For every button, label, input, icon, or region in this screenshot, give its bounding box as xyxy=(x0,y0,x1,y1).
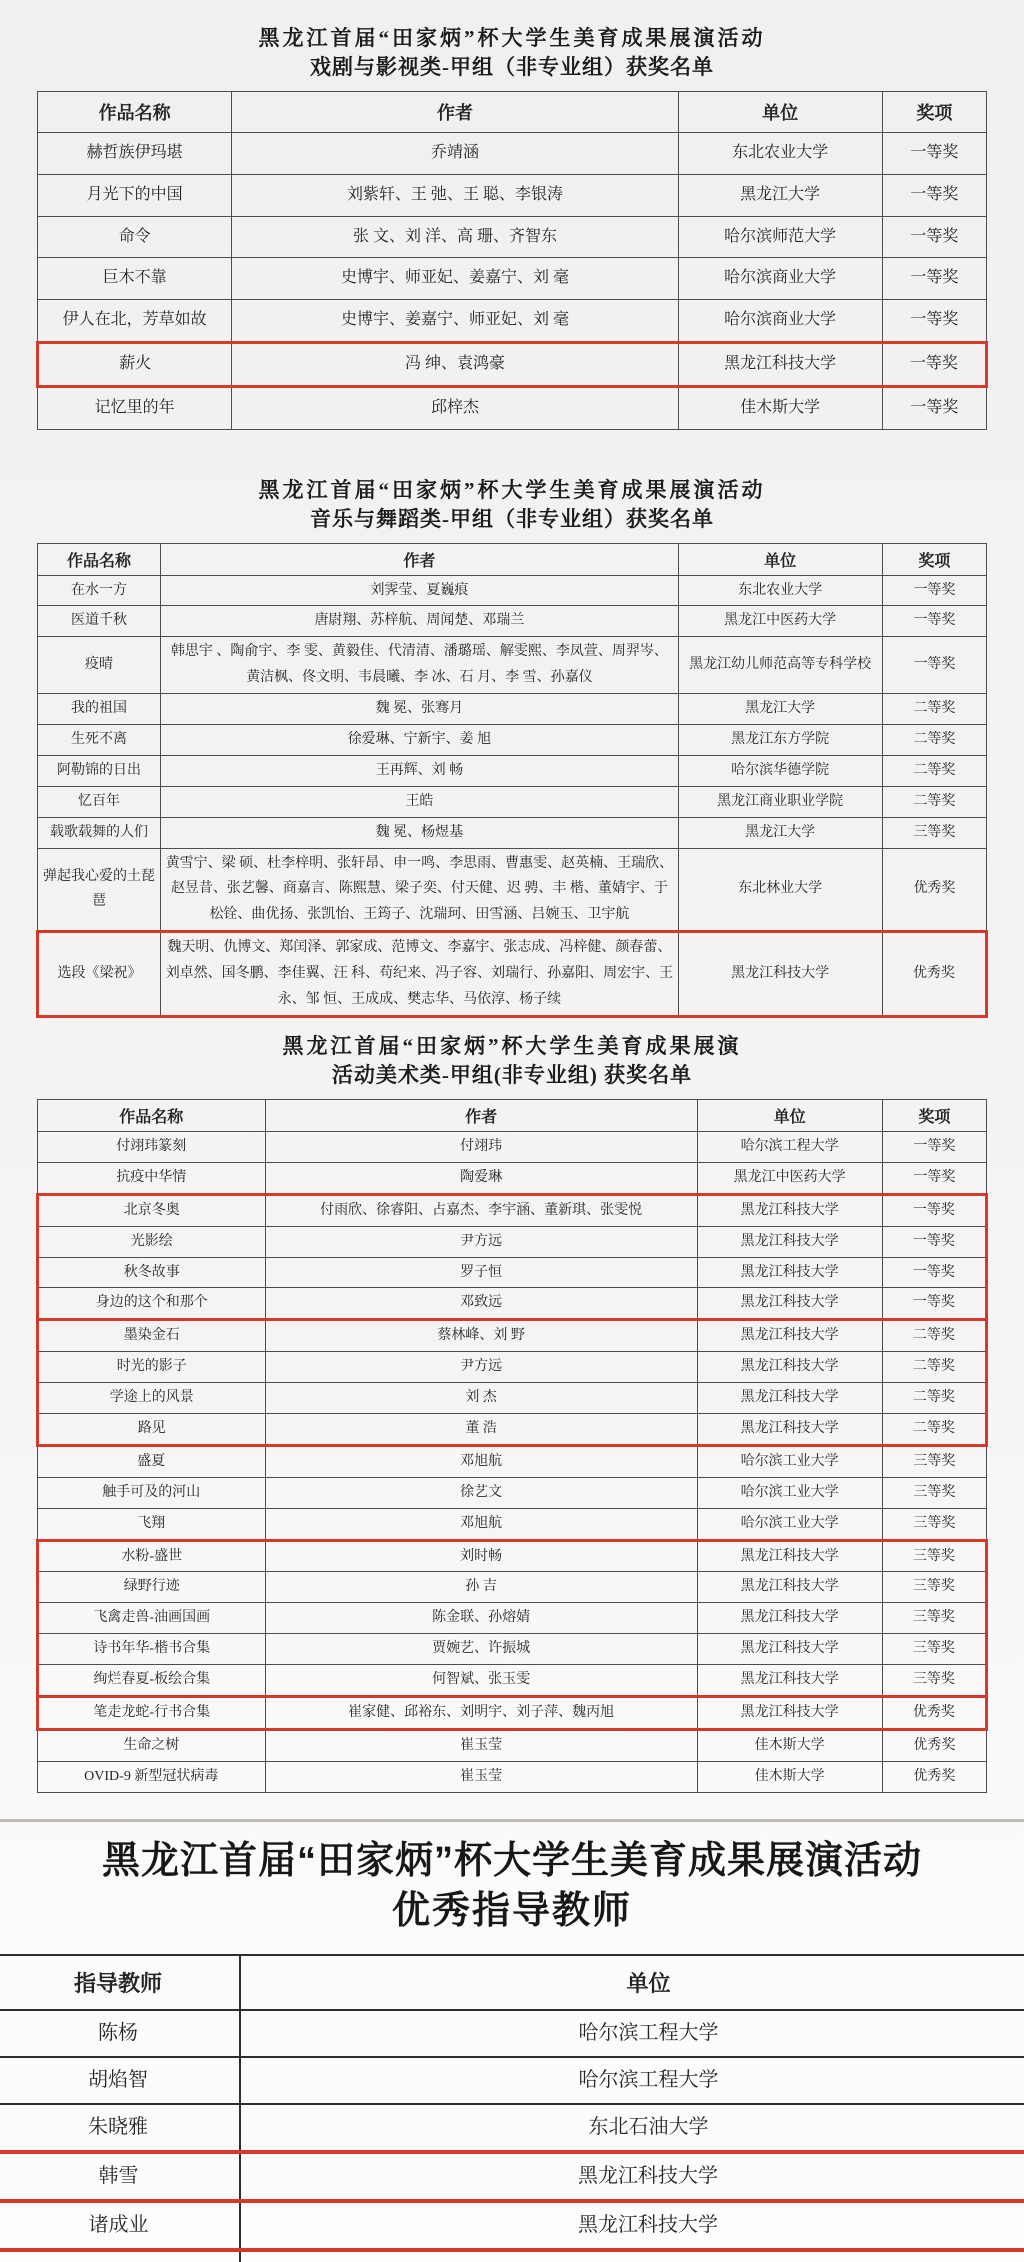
unit-cell: 黑龙江科技大学 xyxy=(697,1352,882,1383)
table-row xyxy=(0,2152,1024,2201)
section-art-awards xyxy=(0,1032,1024,1793)
unit-cell: 黑龙江中医药大学 xyxy=(678,606,882,637)
work-name-cell: 赫哲族伊玛堪 xyxy=(37,133,232,175)
table-row xyxy=(37,755,986,786)
work-name-cell: 墨染金石 xyxy=(37,1320,265,1352)
teacher-name-cell xyxy=(0,2250,240,2262)
work-name-cell: 伊人在北，芳草如故 xyxy=(37,300,232,343)
authors-cell: 刘紫轩、王 弛、王 聪、李银涛 xyxy=(232,174,678,216)
work-name-cell: 忆百年 xyxy=(37,786,160,817)
authors-cell: 徐艺文 xyxy=(265,1477,697,1508)
unit-cell: 黑龙江科技大学 xyxy=(240,2152,1024,2201)
table-row xyxy=(37,637,986,694)
art-title-line2: 活动美术类-甲组(非专业组) 获奖名单 xyxy=(331,1062,693,1087)
authors-cell: 史博宇、师亚妃、姜嘉宁、刘 毫 xyxy=(232,258,678,300)
table-row xyxy=(37,1383,986,1414)
teacher-name-cell: 诸成业 xyxy=(0,2201,240,2250)
unit-cell: 黑龙江科技大学 xyxy=(697,1413,882,1445)
music-title-line2: 音乐与舞蹈类-甲组（非专业组）获奖名单 xyxy=(310,506,714,531)
unit-cell: 哈尔滨师范大学 xyxy=(678,216,882,258)
music-title-line1: 黑龙江首届“田家炳”杯大学生美育成果展演活动 xyxy=(258,477,766,502)
award-cell: 二等奖 xyxy=(882,1320,986,1352)
work-name-cell: 薪火 xyxy=(37,342,232,386)
column-header: 单位 xyxy=(240,1955,1024,2010)
unit-cell: 黑龙江科技大学 xyxy=(697,1383,882,1414)
drama-title-line2: 戏剧与影视类-甲组（非专业组）获奖名单 xyxy=(310,55,714,79)
authors-cell: 徐爱琳、宁新宇、姜 旭 xyxy=(161,725,678,756)
authors-cell: 张 文、刘 洋、高 珊、齐智东 xyxy=(232,216,678,258)
table-row xyxy=(37,1761,986,1792)
table-row xyxy=(37,1226,986,1257)
award-cell: 三等奖 xyxy=(882,1603,986,1634)
unit-cell: 黑龙江中医药大学 xyxy=(697,1162,882,1194)
award-cell: 三等奖 xyxy=(882,1634,986,1665)
work-name-cell: 飞翔 xyxy=(37,1508,265,1540)
work-name-cell: 路见 xyxy=(37,1413,265,1445)
award-cell: 一等奖 xyxy=(882,133,986,175)
authors-cell: 魏 冕、张骞月 xyxy=(161,694,678,725)
award-cell: 一等奖 xyxy=(882,1194,986,1226)
work-name-cell: 触手可及的河山 xyxy=(37,1477,265,1508)
unit-cell: 黑龙江科技大学 xyxy=(697,1194,882,1226)
authors-cell: 崔家健、邱裕东、刘明宇、刘子萍、魏丙旭 xyxy=(265,1696,697,1729)
work-name-cell: 盛夏 xyxy=(37,1445,265,1477)
table-row xyxy=(37,1540,986,1572)
column-header: 作品名称 xyxy=(37,543,160,575)
teacher-name-cell: 胡焰智 xyxy=(0,2057,240,2104)
unit-cell: 佳木斯大学 xyxy=(678,386,882,429)
authors-cell: 史博宇、姜嘉宁、师亚妃、刘 毫 xyxy=(232,300,678,343)
table-row xyxy=(37,216,986,258)
work-name-cell: 命令 xyxy=(37,216,232,258)
award-cell: 一等奖 xyxy=(882,575,986,606)
table-row xyxy=(37,1572,986,1603)
authors-cell: 尹方远 xyxy=(265,1226,697,1257)
unit-cell: 哈尔滨工程大学 xyxy=(240,2057,1024,2104)
work-name-cell: OVID-9 新型冠状病毒 xyxy=(37,1761,265,1792)
header-row xyxy=(37,92,986,133)
table-row xyxy=(37,786,986,817)
unit-cell: 黑龙江科技大学 xyxy=(697,1226,882,1257)
unit-cell: 东北石油大学 xyxy=(240,2104,1024,2152)
table-row xyxy=(37,1320,986,1352)
authors-cell: 贾婉艺、许振城 xyxy=(265,1634,697,1665)
table-row xyxy=(37,1729,986,1761)
unit-cell: 东北林业大学 xyxy=(678,848,882,932)
work-name-cell: 秋冬故事 xyxy=(37,1257,265,1288)
table-row xyxy=(37,386,986,429)
column-header: 作品名称 xyxy=(37,92,232,133)
authors-cell: 韩思宇 、陶俞宇、李 雯、黄毅佳、代清清、潘璐瑶、解雯熙、李凤萱、周羿岑、黄洁枫、佟文明、韦晨曦、李 冰、石 月、李 雪、孙嘉仪 xyxy=(161,637,678,694)
award-cell: 二等奖 xyxy=(882,1383,986,1414)
work-name-cell: 笔走龙蛇-行书合集 xyxy=(37,1696,265,1729)
table-row xyxy=(37,932,986,1017)
unit-cell: 佳木斯大学 xyxy=(697,1761,882,1792)
authors-cell: 邓致远 xyxy=(265,1288,697,1320)
unit-cell: 黑龙江科技大学 xyxy=(240,2201,1024,2250)
award-cell: 一等奖 xyxy=(882,1257,986,1288)
table-row xyxy=(37,1131,986,1162)
work-name-cell: 记忆里的年 xyxy=(37,386,232,429)
art-awards-table xyxy=(36,1099,988,1793)
award-cell: 二等奖 xyxy=(882,1413,986,1445)
authors-cell: 崔玉莹 xyxy=(265,1729,697,1761)
unit-cell: 哈尔滨工业大学 xyxy=(697,1445,882,1477)
work-name-cell: 光影绘 xyxy=(37,1226,265,1257)
table-row xyxy=(37,1194,986,1226)
drama-section-title xyxy=(0,24,1024,82)
work-name-cell: 阿勒锦的日出 xyxy=(37,755,160,786)
unit-cell: 哈尔滨工程大学 xyxy=(240,2010,1024,2057)
column-header: 奖项 xyxy=(882,543,986,575)
authors-cell: 尹方远 xyxy=(265,1352,697,1383)
table-row xyxy=(37,725,986,756)
award-cell: 二等奖 xyxy=(882,725,986,756)
unit-cell: 哈尔滨商业大学 xyxy=(678,258,882,300)
table-row xyxy=(37,1603,986,1634)
authors-cell: 刘霁莹、夏巍痕 xyxy=(161,575,678,606)
section-drama-awards xyxy=(0,0,1024,430)
table-row xyxy=(37,1162,986,1194)
drama-title-line1: 黑龙江首届“田家炳”杯大学生美育成果展演活动 xyxy=(258,26,766,50)
award-cell: 三等奖 xyxy=(882,1572,986,1603)
authors-cell: 刘 杰 xyxy=(265,1383,697,1414)
drama-awards-table xyxy=(36,91,988,430)
column-header: 单位 xyxy=(678,92,882,133)
music-section-title xyxy=(0,476,1024,534)
table-row xyxy=(37,1445,986,1477)
authors-cell: 乔靖涵 xyxy=(232,133,678,175)
authors-cell: 董 浩 xyxy=(265,1413,697,1445)
award-cell: 一等奖 xyxy=(882,1131,986,1162)
table-row xyxy=(37,133,986,175)
unit-cell xyxy=(240,2250,1024,2262)
unit-cell: 黑龙江科技大学 xyxy=(697,1634,882,1665)
award-cell: 一等奖 xyxy=(882,637,986,694)
table-row xyxy=(37,1665,986,1697)
table-row xyxy=(37,258,986,300)
award-cell: 二等奖 xyxy=(882,1352,986,1383)
award-cell: 一等奖 xyxy=(882,1162,986,1194)
column-header: 作品名称 xyxy=(37,1099,265,1131)
authors-cell: 邓旭航 xyxy=(265,1445,697,1477)
authors-cell: 冯 绅、袁鸿豪 xyxy=(232,342,678,386)
unit-cell: 哈尔滨工程大学 xyxy=(697,1131,882,1162)
award-cell: 一等奖 xyxy=(882,300,986,343)
music-awards-table xyxy=(36,543,988,1018)
unit-cell: 黑龙江科技大学 xyxy=(697,1572,882,1603)
unit-cell: 黑龙江大学 xyxy=(678,694,882,725)
authors-cell: 魏 冕、杨煜基 xyxy=(161,817,678,848)
authors-cell: 何智斌、张玉雯 xyxy=(265,1665,697,1697)
work-name-cell: 生死不离 xyxy=(37,725,160,756)
authors-cell: 邓旭航 xyxy=(265,1508,697,1540)
table-row xyxy=(0,2201,1024,2250)
unit-cell: 黑龙江科技大学 xyxy=(678,932,882,1017)
unit-cell: 黑龙江科技大学 xyxy=(697,1665,882,1697)
teacher-name-cell: 韩雪 xyxy=(0,2152,240,2201)
column-header: 指导教师 xyxy=(0,1955,240,2010)
work-name-cell: 巨木不靠 xyxy=(37,258,232,300)
teachers-table xyxy=(0,1954,1024,2262)
award-cell: 优秀奖 xyxy=(882,1761,986,1792)
work-name-cell: 北京冬奥 xyxy=(37,1194,265,1226)
unit-cell: 哈尔滨工业大学 xyxy=(697,1508,882,1540)
unit-cell: 东北农业大学 xyxy=(678,575,882,606)
award-cell: 优秀奖 xyxy=(882,1729,986,1761)
unit-cell: 黑龙江幼儿师范高等专科学校 xyxy=(678,637,882,694)
authors-cell: 黄雪宁、梁 硕、杜李梓明、张轩昂、申一鸣、李思雨、曹惠雯、赵英楠、王瑞欣、赵昱昔、张艺馨、商嘉言、陈熙慧、梁子奕、付天健、迟 骋、丰 楷、董婧宇、于松铨、曲优扬、张凯怡、王筠子、沈瑞珂、田雪涵、吕婉玉、卫宇航 xyxy=(161,848,678,932)
award-cell: 二等奖 xyxy=(882,755,986,786)
unit-cell: 黑龙江科技大学 xyxy=(697,1288,882,1320)
award-cell: 一等奖 xyxy=(882,174,986,216)
unit-cell: 黑龙江科技大学 xyxy=(697,1540,882,1572)
award-cell: 三等奖 xyxy=(882,817,986,848)
award-cell: 一等奖 xyxy=(882,342,986,386)
table-row xyxy=(37,1413,986,1445)
authors-cell: 魏天明、仇博文、郑闰泽、郭家成、范博文、李嘉宇、张志成、冯梓健、颜春蕾、刘卓然、国冬鹏、李佳翼、汪 科、苟纪来、冯子容、刘瑞行、孙嘉阳、周宏宇、王 永、邹 恒、王成成、樊志华、马依淳、杨子续 xyxy=(161,932,678,1017)
award-cell: 二等奖 xyxy=(882,694,986,725)
award-cell: 一等奖 xyxy=(882,1226,986,1257)
column-header: 作者 xyxy=(161,543,678,575)
table-row xyxy=(37,606,986,637)
award-cell: 一等奖 xyxy=(882,1288,986,1320)
award-cell: 一等奖 xyxy=(882,216,986,258)
authors-cell: 唐尉翔、苏梓航、周闻楚、邓瑞兰 xyxy=(161,606,678,637)
award-cell: 优秀奖 xyxy=(882,932,986,1017)
table-row xyxy=(37,342,986,386)
work-name-cell: 选段《梁祝》 xyxy=(37,932,160,1017)
header-row xyxy=(37,1099,986,1131)
authors-cell: 付雨欣、徐睿阳、占嘉杰、李宇涵、董新琪、张雯悦 xyxy=(265,1194,697,1226)
unit-cell: 黑龙江科技大学 xyxy=(697,1696,882,1729)
unit-cell: 东北农业大学 xyxy=(678,133,882,175)
unit-cell: 黑龙江科技大学 xyxy=(678,342,882,386)
unit-cell: 佳木斯大学 xyxy=(697,1729,882,1761)
column-header: 单位 xyxy=(678,543,882,575)
header-row xyxy=(0,1955,1024,2010)
column-header: 作者 xyxy=(232,92,678,133)
award-cell: 二等奖 xyxy=(882,786,986,817)
unit-cell: 黑龙江科技大学 xyxy=(697,1603,882,1634)
header-row xyxy=(37,543,986,575)
section-outstanding-teachers xyxy=(0,1822,1024,2262)
award-cell: 一等奖 xyxy=(882,386,986,429)
authors-cell: 刘时畅 xyxy=(265,1540,697,1572)
unit-cell: 黑龙江大学 xyxy=(678,174,882,216)
teacher-name-cell: 陈杨 xyxy=(0,2010,240,2057)
award-cell: 一等奖 xyxy=(882,258,986,300)
authors-cell: 付翊玮 xyxy=(265,1131,697,1162)
award-cell: 优秀奖 xyxy=(882,1696,986,1729)
table-row xyxy=(37,1696,986,1729)
work-name-cell: 绿野行迹 xyxy=(37,1572,265,1603)
work-name-cell: 在水一方 xyxy=(37,575,160,606)
work-name-cell: 我的祖国 xyxy=(37,694,160,725)
section-music-awards xyxy=(0,476,1024,1018)
award-cell: 三等奖 xyxy=(882,1508,986,1540)
work-name-cell: 载歌载舞的人们 xyxy=(37,817,160,848)
work-name-cell: 疫晴 xyxy=(37,637,160,694)
work-name-cell: 学途上的风景 xyxy=(37,1383,265,1414)
work-name-cell: 时光的影子 xyxy=(37,1352,265,1383)
unit-cell: 黑龙江科技大学 xyxy=(697,1320,882,1352)
work-name-cell: 飞禽走兽-油画国画 xyxy=(37,1603,265,1634)
teachers-title-line2: 优秀指导教师 xyxy=(391,1889,632,1932)
teacher-name-cell: 朱晓雅 xyxy=(0,2104,240,2152)
work-name-cell: 抗疫中华情 xyxy=(37,1162,265,1194)
work-name-cell: 身边的这个和那个 xyxy=(37,1288,265,1320)
work-name-cell: 诗书年华-楷书合集 xyxy=(37,1634,265,1665)
unit-cell: 哈尔滨商业大学 xyxy=(678,300,882,343)
table-row xyxy=(0,2250,1024,2262)
authors-cell: 王皓 xyxy=(161,786,678,817)
work-name-cell: 医道千秋 xyxy=(37,606,160,637)
authors-cell: 孙 吉 xyxy=(265,1572,697,1603)
unit-cell: 哈尔滨华德学院 xyxy=(678,755,882,786)
column-header: 单位 xyxy=(697,1099,882,1131)
work-name-cell: 水粉-盛世 xyxy=(37,1540,265,1572)
art-section-title xyxy=(0,1032,1024,1090)
unit-cell: 哈尔滨工业大学 xyxy=(697,1477,882,1508)
authors-cell: 王再辉、刘 畅 xyxy=(161,755,678,786)
table-row xyxy=(37,1508,986,1540)
authors-cell: 蔡林峰、刘 野 xyxy=(265,1320,697,1352)
art-title-line1: 黑龙江首届“田家炳”杯大学生美育成果展演 xyxy=(282,1033,742,1058)
column-header: 奖项 xyxy=(882,1099,986,1131)
unit-cell: 黑龙江大学 xyxy=(678,817,882,848)
table-row xyxy=(37,575,986,606)
table-row xyxy=(37,817,986,848)
table-row xyxy=(37,1477,986,1508)
table-row xyxy=(37,848,986,932)
table-row xyxy=(37,1352,986,1383)
table-row xyxy=(37,1257,986,1288)
teachers-title-line1: 黑龙江首届“田家炳”杯大学生美育成果展演活动 xyxy=(101,1839,922,1882)
column-header: 作者 xyxy=(265,1099,697,1131)
authors-cell: 邱梓杰 xyxy=(232,386,678,429)
teachers-section-title xyxy=(0,1836,1024,1936)
table-row xyxy=(0,2010,1024,2057)
authors-cell: 陈金联、孙熔婧 xyxy=(265,1603,697,1634)
unit-cell: 黑龙江东方学院 xyxy=(678,725,882,756)
column-header: 奖项 xyxy=(882,92,986,133)
authors-cell: 崔玉莹 xyxy=(265,1761,697,1792)
table-row xyxy=(37,174,986,216)
unit-cell: 黑龙江商业职业学院 xyxy=(678,786,882,817)
award-cell: 三等奖 xyxy=(882,1477,986,1508)
award-cell: 三等奖 xyxy=(882,1665,986,1697)
work-name-cell: 生命之树 xyxy=(37,1729,265,1761)
award-cell: 一等奖 xyxy=(882,606,986,637)
table-row xyxy=(0,2057,1024,2104)
work-name-cell: 弹起我心爱的土琵琶 xyxy=(37,848,160,932)
work-name-cell: 绚烂春夏-板绘合集 xyxy=(37,1665,265,1697)
award-cell: 优秀奖 xyxy=(882,848,986,932)
table-row xyxy=(37,300,986,343)
table-row xyxy=(37,694,986,725)
work-name-cell: 月光下的中国 xyxy=(37,174,232,216)
award-cell: 三等奖 xyxy=(882,1540,986,1572)
authors-cell: 陶爱琳 xyxy=(265,1162,697,1194)
authors-cell: 罗子恒 xyxy=(265,1257,697,1288)
table-row xyxy=(0,2104,1024,2152)
unit-cell: 黑龙江科技大学 xyxy=(697,1257,882,1288)
work-name-cell: 付翊玮篆刻 xyxy=(37,1131,265,1162)
award-cell: 三等奖 xyxy=(882,1445,986,1477)
table-row xyxy=(37,1634,986,1665)
table-row xyxy=(37,1288,986,1320)
